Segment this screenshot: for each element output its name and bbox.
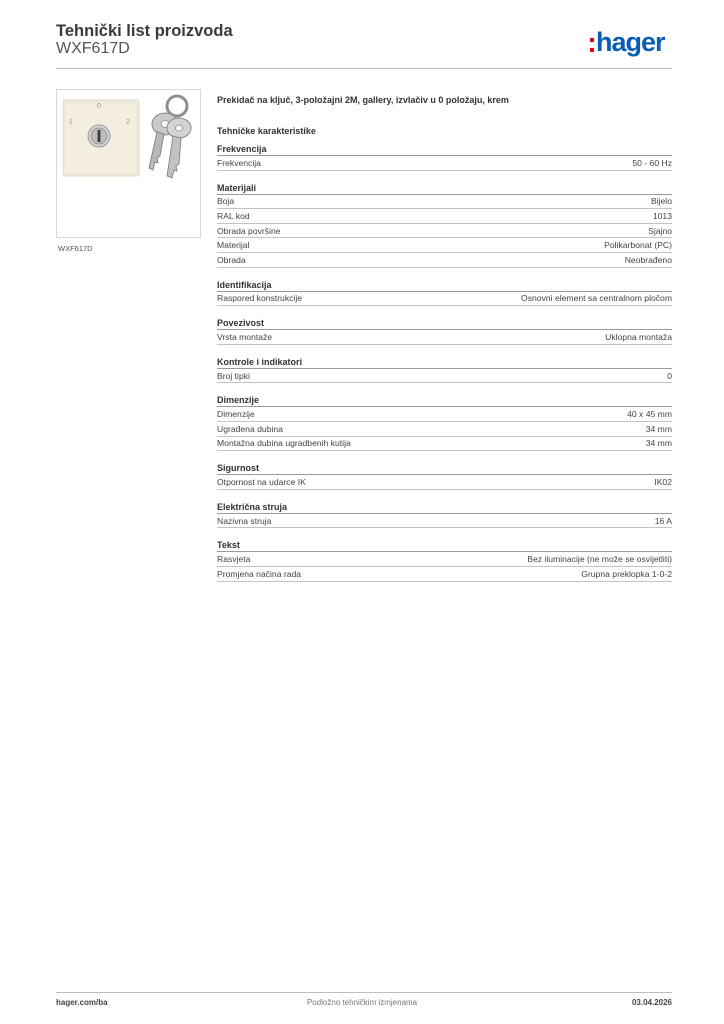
footer-divider <box>56 992 672 993</box>
spec-row <box>217 330 672 345</box>
spec-value: Bijelo <box>650 196 672 207</box>
logo-colon-icon <box>590 38 594 52</box>
footer-website: hager.com/ba <box>56 998 108 1007</box>
spec-section <box>217 183 672 268</box>
keys-icon <box>149 96 191 178</box>
spec-row <box>217 253 672 268</box>
spec-label: Montažna dubina ugradbenih kutija <box>217 438 351 449</box>
spec-row <box>217 567 672 582</box>
spec-label: Frekvencija <box>217 157 261 168</box>
product-code: WXF617D <box>56 40 130 57</box>
spec-label: RAL kod <box>217 210 250 221</box>
spec-value: Grupna preklopka 1-0-2 <box>581 568 672 579</box>
spec-row <box>217 422 672 437</box>
spec-value: 34 mm <box>645 438 672 449</box>
spec-value: 40 x 45 mm <box>627 409 672 420</box>
spec-label: Ugrađena dubina <box>217 423 283 434</box>
image-caption: WXF617D <box>58 244 93 253</box>
spec-row <box>217 552 672 567</box>
section-title: Frekvencija <box>217 144 267 154</box>
spec-row <box>217 209 672 224</box>
header-divider <box>56 68 672 69</box>
section-title: Identifikacija <box>217 279 272 290</box>
document-title: Tehnički list proizvoda <box>56 22 233 40</box>
spec-label: Boja <box>217 196 235 207</box>
spec-label: Nazivna struja <box>217 515 272 526</box>
spec-value: IK02 <box>654 476 672 487</box>
spec-label: Obrada površine <box>217 225 281 236</box>
position-label-1: 1 <box>69 119 73 126</box>
section-title: Povezivost <box>217 318 265 329</box>
spec-value: Polikarbonat (PC) <box>604 240 672 251</box>
spec-label: Raspored konstrukcije <box>217 293 303 304</box>
spec-label: Materijal <box>217 240 250 251</box>
logo-text: hager <box>596 27 665 57</box>
spec-value: 0 <box>667 370 672 381</box>
position-label-0: 0 <box>97 103 101 110</box>
section-title: Električna struja <box>217 501 288 512</box>
footer-date: 03.04.2026 <box>631 998 672 1007</box>
spec-label: Otpornost na udarce IK <box>217 476 306 487</box>
product-description: Prekidač na ključ, 3-položajni 2M, gallery, izvlačiv u 0 položaju, krem <box>217 95 509 105</box>
spec-value: Neobrađeno <box>624 254 672 265</box>
spec-value: 50 - 60 Hz <box>632 157 672 168</box>
position-label-2: 2 <box>126 119 130 126</box>
spec-content <box>217 95 672 582</box>
spec-row <box>217 238 672 253</box>
spec-value: 16 A <box>654 515 672 526</box>
section-title: Sigurnost <box>217 463 259 474</box>
spec-section <box>217 540 672 581</box>
section-title: Dimenzije <box>217 395 260 406</box>
spec-row <box>217 292 672 307</box>
spec-row <box>217 369 672 384</box>
spec-label: Obrada <box>217 254 246 265</box>
spec-value: Uklopna montaža <box>605 331 672 342</box>
spec-value: 1013 <box>652 210 672 221</box>
spec-value: 34 mm <box>645 423 672 434</box>
spec-section <box>217 318 672 345</box>
section-title: Materijali <box>217 182 257 193</box>
spec-row <box>217 475 672 490</box>
spec-value: Sjajno <box>648 225 672 236</box>
spec-row <box>217 514 672 529</box>
spec-row <box>217 156 672 171</box>
specs-heading: Tehničke karakteristike <box>217 126 316 136</box>
spec-value: Bez iluminacije (ne može se osvijetliti) <box>527 554 672 565</box>
spec-label: Promjena načina rada <box>217 568 302 579</box>
spec-row <box>217 437 672 452</box>
spec-label: Dimenzije <box>217 409 255 420</box>
section-title: Tekst <box>217 540 240 551</box>
spec-label: Broj tipki <box>217 370 250 381</box>
spec-section <box>217 502 672 529</box>
key-switch-illustration <box>57 90 200 237</box>
spec-label: Rasvjeta <box>217 554 251 565</box>
spec-value: Osnovni element sa centralnom pločom <box>521 293 672 304</box>
spec-section <box>217 463 672 490</box>
spec-label: Vrsta montaže <box>217 331 273 342</box>
spec-section <box>217 395 672 451</box>
section-title: Kontrole i indikatori <box>217 356 303 367</box>
hager-logo <box>590 26 665 56</box>
product-image <box>56 89 201 238</box>
footer-notice: Podložno tehničkim izmjenama <box>306 998 418 1007</box>
spec-section <box>217 144 672 171</box>
spec-section <box>217 280 672 307</box>
spec-section <box>217 357 672 384</box>
spec-sections <box>217 144 672 582</box>
spec-row <box>217 407 672 422</box>
spec-row <box>217 195 672 210</box>
spec-row <box>217 224 672 239</box>
